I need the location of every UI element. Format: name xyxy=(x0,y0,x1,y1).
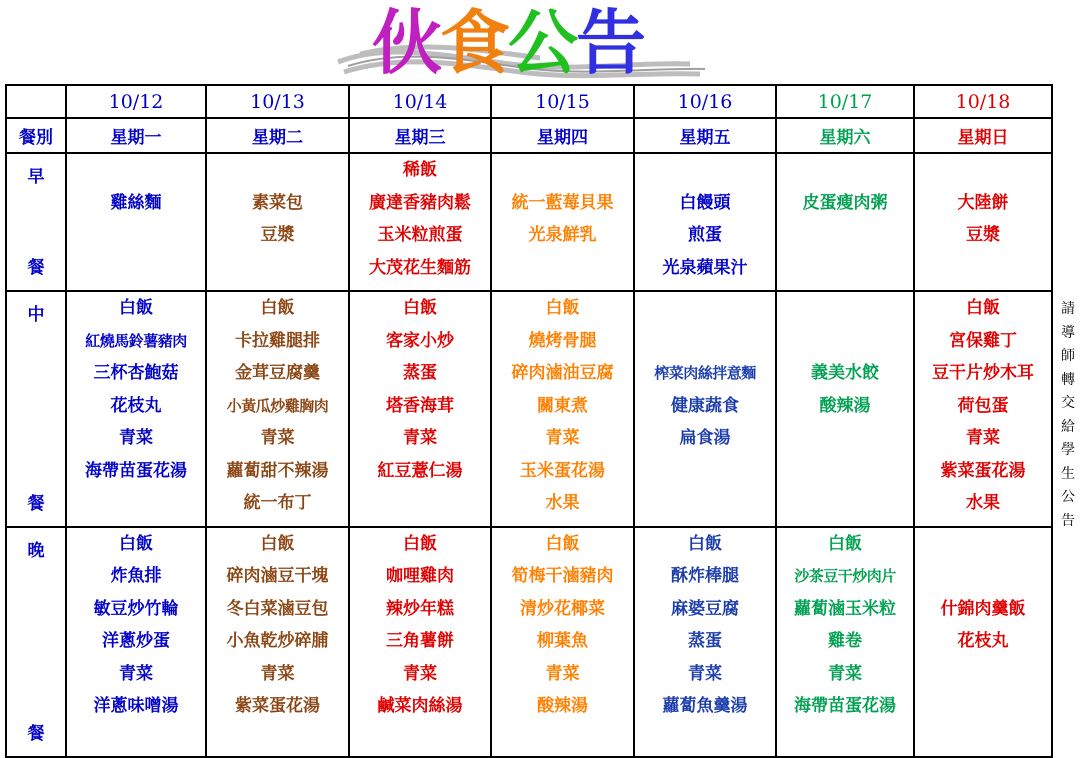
menu-cell xyxy=(914,291,1052,527)
menu-item: 蒸蛋 xyxy=(688,631,722,651)
menu-item: 煎蛋 xyxy=(688,225,722,245)
menu-cell xyxy=(66,291,206,527)
meal-label xyxy=(6,153,66,291)
menu-item xyxy=(915,160,1051,193)
menu-item: 辣炒年糕 xyxy=(386,598,454,619)
menu-item: 酸辣湯 xyxy=(819,395,871,416)
title-char: 伙 xyxy=(372,1,440,84)
date-header: 10/17 xyxy=(776,85,914,118)
menu-cell xyxy=(914,527,1052,757)
menu-item: 水果 xyxy=(545,493,580,513)
meal-label xyxy=(6,527,66,757)
menu-item: 冬白菜滷豆包 xyxy=(226,598,329,619)
menu-cell xyxy=(66,153,206,291)
menu-item: 統一藍莓貝果 xyxy=(511,192,614,213)
menu-item: 洋蔥味噌湯 xyxy=(93,696,179,716)
menu-item xyxy=(777,160,913,193)
menu-cell xyxy=(349,291,491,527)
menu-item: 炸魚排 xyxy=(110,566,162,586)
menu-item xyxy=(777,461,913,494)
menu-item: 白飯 xyxy=(403,533,437,554)
weekday-header: 星期五 xyxy=(634,118,776,153)
menu-item: 青菜 xyxy=(966,428,1000,448)
menu-item: 玉米粒煎蛋 xyxy=(377,225,463,245)
menu-item: 光泉鮮乳 xyxy=(528,225,597,245)
menu-item: 敏豆炒竹輪 xyxy=(93,598,179,619)
menu-item: 稀飯 xyxy=(403,160,437,180)
menu-item: 洋蔥炒蛋 xyxy=(102,631,170,651)
menu-cell xyxy=(776,291,914,527)
date-header: 10/14 xyxy=(349,85,491,118)
meal-row xyxy=(6,527,1052,757)
title-char: 食 xyxy=(440,1,508,84)
menu-item xyxy=(492,160,633,193)
menu-cell xyxy=(206,527,349,757)
menu-item: 碎肉滷油豆腐 xyxy=(511,363,614,383)
menu-cell xyxy=(349,527,491,757)
menu-item: 豆漿 xyxy=(260,225,295,245)
meal-label xyxy=(6,291,66,527)
weekday-header: 星期一 xyxy=(66,118,206,153)
menu-item: 紫菜蛋花湯 xyxy=(235,696,320,716)
side-note-char: 學 xyxy=(1061,442,1075,458)
menu-item xyxy=(777,298,913,331)
menu-item: 雞卷 xyxy=(828,631,862,651)
menu-item: 青菜 xyxy=(260,663,295,684)
menu-item: 咖哩雞肉 xyxy=(386,566,454,586)
menu-item: 紅豆薏仁湯 xyxy=(377,460,463,481)
side-note-char: 生 xyxy=(1061,465,1075,482)
date-row xyxy=(6,85,1052,118)
menu-item xyxy=(67,160,205,193)
menu-item: 健康蔬食 xyxy=(671,395,739,416)
menu-item: 筍梅干滷豬肉 xyxy=(511,566,614,586)
side-note-char: 師 xyxy=(1061,348,1075,364)
menu-item: 雞絲麵 xyxy=(110,192,162,213)
menu-item xyxy=(207,258,348,291)
weekday-header: 星期三 xyxy=(349,118,491,153)
page-title xyxy=(372,2,644,84)
menu-cell xyxy=(914,153,1052,291)
menu-item xyxy=(67,225,205,258)
menu-item xyxy=(777,225,913,258)
side-note-char: 導 xyxy=(1061,324,1075,341)
menu-item: 海帶苗蛋花湯 xyxy=(794,696,896,716)
menu-item: 蘿蔔甜不辣湯 xyxy=(226,460,329,481)
menu-item: 紫菜蛋花湯 xyxy=(940,460,1026,481)
category-header: 餐別 xyxy=(6,118,66,153)
side-note-char: 給 xyxy=(1061,418,1075,435)
menu-item: 大茂花生麵筋 xyxy=(369,257,471,278)
menu-item: 卡拉雞腿排 xyxy=(235,330,320,351)
menu-item: 沙茶豆干炒肉片 xyxy=(794,567,896,585)
menu-item: 燒烤骨腿 xyxy=(528,330,597,351)
menu-item: 花枝丸 xyxy=(110,395,162,416)
meal-label-top: 中 xyxy=(27,305,45,325)
menu-item xyxy=(635,461,775,494)
meal-label-bottom: 餐 xyxy=(27,723,45,744)
menu-item: 豆干片炒木耳 xyxy=(932,363,1034,383)
menu-item xyxy=(67,493,205,526)
date-header: 10/15 xyxy=(491,85,634,118)
menu-item xyxy=(915,534,1051,567)
menu-item: 宮保雞丁 xyxy=(949,330,1017,351)
menu-cell xyxy=(66,527,206,757)
menu-item: 塔香海茸 xyxy=(386,395,454,416)
menu-cell xyxy=(491,153,634,291)
menu-cell xyxy=(776,527,914,757)
menu-item xyxy=(915,664,1051,697)
menu-item: 白飯 xyxy=(119,298,153,318)
menu-item xyxy=(635,160,775,193)
meal-row xyxy=(6,153,1052,291)
menu-item: 扁食湯 xyxy=(679,428,731,448)
side-note xyxy=(1058,298,1078,533)
menu-item: 青菜 xyxy=(119,663,153,684)
menu-item: 青菜 xyxy=(545,428,580,448)
menu-item: 鹹菜肉絲湯 xyxy=(377,696,463,716)
title-char: 告 xyxy=(576,1,644,84)
menu-cell xyxy=(776,153,914,291)
day-row xyxy=(6,118,1052,153)
menu-item: 青菜 xyxy=(260,428,295,448)
menu-item xyxy=(915,566,1051,599)
menu-item: 紅燒馬鈴薯豬肉 xyxy=(85,331,187,350)
menu-item xyxy=(777,331,913,364)
menu-item: 廣達香豬肉鬆 xyxy=(369,192,471,213)
side-note-char: 交 xyxy=(1061,395,1075,411)
side-note-char: 轉 xyxy=(1061,371,1075,388)
menu-item xyxy=(915,696,1051,729)
side-note-char: 公 xyxy=(1061,489,1075,505)
menu-item: 白飯 xyxy=(828,533,862,554)
menu-item: 白飯 xyxy=(545,533,580,554)
menu-item xyxy=(635,331,775,364)
menu-item xyxy=(635,298,775,331)
meal-label-top: 早 xyxy=(27,167,45,187)
date-header: 10/16 xyxy=(634,85,776,118)
date-header: 10/12 xyxy=(66,85,206,118)
menu-item: 碎肉滷豆干塊 xyxy=(226,566,329,586)
menu-item: 什錦肉羹飯 xyxy=(940,598,1026,619)
title-char: 公 xyxy=(508,1,576,84)
menu-item: 白飯 xyxy=(260,298,295,318)
menu-item: 白飯 xyxy=(403,298,437,318)
menu-item: 青菜 xyxy=(545,663,580,684)
title-banner xyxy=(330,2,750,84)
menu-item xyxy=(492,258,633,291)
menu-item: 小黃瓜炒雞胸肉 xyxy=(226,396,329,415)
date-header: 10/18 xyxy=(914,85,1052,118)
meal-label-top: 晚 xyxy=(27,540,45,561)
menu-item: 麻婆豆腐 xyxy=(671,598,739,619)
menu-item: 蒸蛋 xyxy=(403,363,437,383)
menu-item: 客家小炒 xyxy=(386,330,454,351)
corner-cell xyxy=(6,85,66,118)
menu-item: 青菜 xyxy=(828,663,862,684)
menu-item: 金茸豆腐羹 xyxy=(235,363,320,383)
menu-cell xyxy=(634,291,776,527)
menu-item xyxy=(207,160,348,193)
menu-item: 三杯杏鮑菇 xyxy=(93,363,179,383)
menu-item: 光泉蘋果汁 xyxy=(662,257,748,278)
weekday-header: 星期日 xyxy=(914,118,1052,153)
menu-item: 花枝丸 xyxy=(957,631,1009,651)
menu-cell xyxy=(634,527,776,757)
menu-item: 青菜 xyxy=(403,428,437,448)
menu-cell xyxy=(349,153,491,291)
menu-item: 水果 xyxy=(966,493,1000,513)
menu-item: 白飯 xyxy=(688,533,722,554)
menu-item: 酸辣湯 xyxy=(537,696,588,716)
meal-label-bottom: 餐 xyxy=(27,493,45,514)
weekday-header: 星期六 xyxy=(776,118,914,153)
menu-item: 柳葉魚 xyxy=(537,631,588,651)
menu-item: 義美水餃 xyxy=(811,363,879,383)
menu-item: 關東煮 xyxy=(537,395,588,416)
menu-item: 小魚乾炒碎脯 xyxy=(226,631,329,651)
menu-item: 皮蛋瘦肉粥 xyxy=(802,192,888,213)
menu-cell xyxy=(634,153,776,291)
menu-cell xyxy=(206,153,349,291)
menu-item xyxy=(777,493,913,526)
menu-item: 白饅頭 xyxy=(679,192,731,213)
menu-cell xyxy=(491,527,634,757)
menu-item: 素菜包 xyxy=(252,192,303,213)
menu-item xyxy=(350,493,490,526)
menu-item: 白飯 xyxy=(260,533,295,554)
menu-table xyxy=(5,84,1053,758)
menu-item: 酥炸棒腿 xyxy=(671,566,739,586)
menu-item xyxy=(67,258,205,291)
weekday-header: 星期四 xyxy=(491,118,634,153)
menu-cell xyxy=(206,291,349,527)
meal-label-bottom: 餐 xyxy=(27,258,45,278)
weekday-header: 星期二 xyxy=(206,118,349,153)
menu-item: 白飯 xyxy=(119,533,153,554)
side-note-char: 請 xyxy=(1061,301,1075,317)
date-header: 10/13 xyxy=(206,85,349,118)
menu-item xyxy=(777,258,913,291)
menu-item: 玉米蛋花湯 xyxy=(520,460,605,481)
menu-item: 青菜 xyxy=(688,663,722,684)
menu-item: 青菜 xyxy=(403,663,437,684)
menu-item: 清炒花椰菜 xyxy=(520,598,605,619)
menu-item: 白飯 xyxy=(966,298,1000,318)
menu-item: 海帶苗蛋花湯 xyxy=(85,460,187,481)
menu-item: 白飯 xyxy=(545,298,580,318)
menu-item: 大陸餅 xyxy=(957,192,1009,213)
menu-item xyxy=(777,428,913,461)
menu-item: 蘿蔔魚羹湯 xyxy=(662,696,748,716)
menu-cell xyxy=(491,291,634,527)
menu-item: 榨菜肉絲拌意麵 xyxy=(654,364,756,382)
menu-item: 豆漿 xyxy=(966,225,1000,245)
menu-item: 統一布丁 xyxy=(243,493,312,513)
menu-item xyxy=(915,258,1051,291)
menu-item: 三角薯餅 xyxy=(386,631,454,651)
side-note-char: 告 xyxy=(1061,512,1075,529)
menu-item: 蘿蔔滷玉米粒 xyxy=(794,598,896,619)
menu-item: 青菜 xyxy=(119,428,153,448)
menu-item: 荷包蛋 xyxy=(957,395,1009,416)
menu-item xyxy=(635,493,775,526)
meal-row xyxy=(6,291,1052,527)
